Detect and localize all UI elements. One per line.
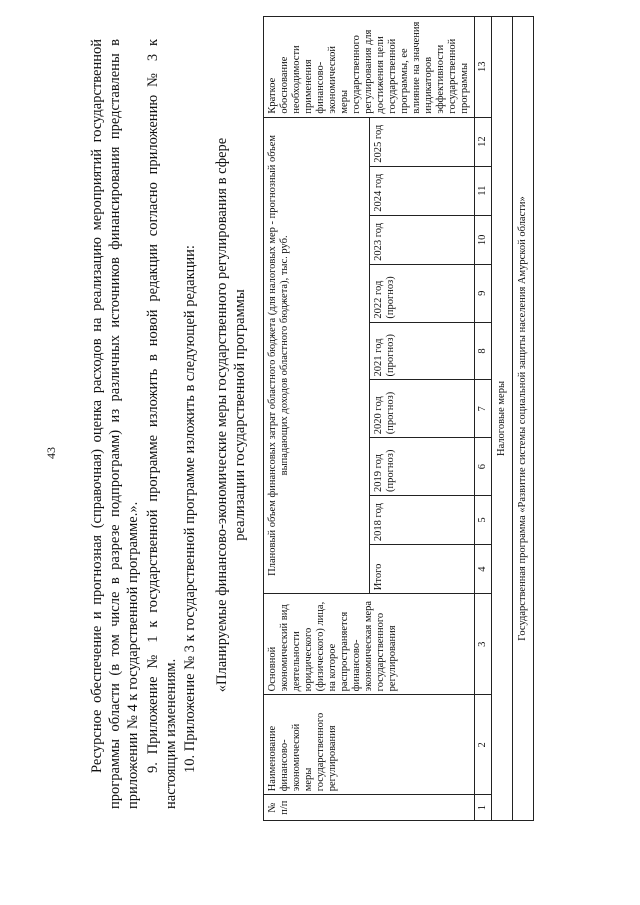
header-year-2020: 2020 год (прогноз) xyxy=(369,380,475,438)
header-year-2024: 2024 год xyxy=(369,166,475,215)
col-number: 11 xyxy=(475,166,492,215)
header-planned-volume: Плановый объем финансовых затрат областного бюджета (для налоговых мер - прогнозный объем выпадающих доходов областного бюджета), тыс. руб. xyxy=(264,117,370,594)
header-year-2025: 2025 год xyxy=(369,117,475,166)
paragraph-resource-provision: Ресурсное обеспечение и прогнозная (справочная) оценка расходов на реализацию мероприятий государственной программы области (в том числе в разрезе подпрограмм) из различных источников финансирования представлены в приложении № 4 к государственной программе.». xyxy=(89,39,141,809)
col-number: 6 xyxy=(475,438,492,496)
col-number: 12 xyxy=(475,117,492,166)
section-tax-measures: Налоговые меры xyxy=(492,17,513,821)
header-year-2021: 2021 год (прогноз) xyxy=(369,322,475,380)
col-number: 3 xyxy=(475,594,492,695)
header-year-2019: 2019 год (прогноз) xyxy=(369,438,475,496)
header-year-2023: 2023 год xyxy=(369,215,475,264)
column-number-row xyxy=(475,17,492,821)
col-number: 1 xyxy=(475,795,492,821)
col-number: 10 xyxy=(475,215,492,264)
col-number: 5 xyxy=(475,496,492,545)
header-year-2018: 2018 год xyxy=(369,496,475,545)
col-number: 9 xyxy=(475,264,492,322)
paragraph-item-9: 9. Приложение № 1 к государственной программе изложить в новой редакции согласно приложению № 3 к настоящим изменениям. xyxy=(145,39,179,809)
header-year-2022: 2022 год (прогноз) xyxy=(369,264,475,322)
program-title: Государственная программа «Развитие системы социальной защиты населения Амурской области» xyxy=(513,17,534,821)
col-number: 7 xyxy=(475,380,492,438)
header-activity: Основной экономический вид деятельности юридического (физического) лица, на которое распространяется финансово-экономическая мера государственного регулирования xyxy=(264,594,475,695)
col-number: 8 xyxy=(475,322,492,380)
header-total: Итого xyxy=(369,545,475,594)
header-num: № п/п xyxy=(264,795,475,821)
header-name: Наименование финансово-экономической меры государственного регулирования xyxy=(264,695,475,795)
header-justification: Краткое обоснование необходимости применения финансово-экономической меры государственного регулирования для достижения цели государственной программы, ее влияние на значения индикаторов эффективности государственной программы xyxy=(264,17,475,118)
table-title: «Планируемые финансово-экономические меры государственного регулирования в сфере реализации государственной программы xyxy=(214,137,248,693)
page-number: 43 xyxy=(44,447,58,459)
col-number: 2 xyxy=(475,695,492,795)
measures-table xyxy=(263,16,534,821)
col-number: 13 xyxy=(475,17,492,118)
header-row-1 xyxy=(264,17,370,821)
paragraph-item-10: 10. Приложение № 3 к государственной программе изложить в следующей редакции: xyxy=(182,245,198,773)
program-row xyxy=(513,17,534,821)
section-tax-row xyxy=(492,17,513,821)
col-number: 4 xyxy=(475,545,492,594)
